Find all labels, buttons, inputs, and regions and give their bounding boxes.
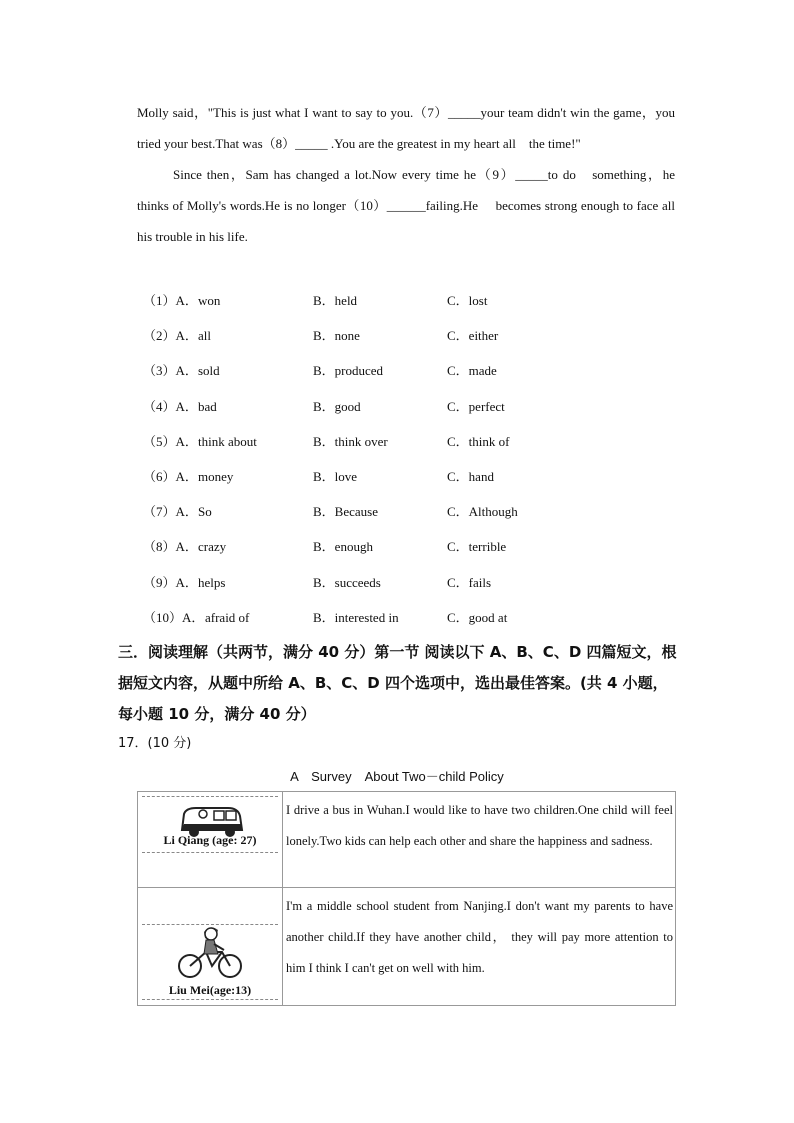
option-a: afraid of xyxy=(205,609,250,625)
option-b: B．none xyxy=(313,328,360,344)
option-b: B．think over xyxy=(313,433,388,449)
option-b: B．Because xyxy=(313,504,378,520)
person-name: Liu Mei(age:13) xyxy=(168,983,252,997)
option-a: money xyxy=(198,468,234,484)
option-b: B．enough xyxy=(313,539,373,555)
option-a: So xyxy=(198,504,212,520)
option-b: B．produced xyxy=(313,363,384,379)
survey-text: I drive a bus in Wuhan.I would like to have two children.One child will feel lonely.Two kids can help each other and share the happiness and sadness. xyxy=(283,792,676,888)
passage-text-1: Molly said，"This is just what I want to say to you.（7）_____your team didn't win the game，you tried your best.That was（8）_____ .You are the greatest in my heart all the time!" xyxy=(137,105,675,151)
option-row-4 xyxy=(143,391,603,426)
option-b: B．interested in xyxy=(313,609,399,625)
option-c: C．perfect xyxy=(447,398,505,414)
option-number: （5）A． xyxy=(143,433,198,449)
option-number: （7）A． xyxy=(143,504,198,520)
option-b: B．love xyxy=(313,468,358,484)
option-a: bad xyxy=(198,398,217,414)
option-b: B．good xyxy=(313,398,361,414)
survey-table xyxy=(137,791,676,1006)
option-row-9 xyxy=(143,567,603,602)
section-heading: 三．阅读理解（共两节，满分 40 分）第一节 阅读以下 A、B、C、D 四篇短文，根据短文内容，从题中所给 A、B、C、D 四个选项中，选出最佳答案。(共 4 小题，每小题 10 分，满分 40 分） xyxy=(118,643,677,723)
survey-row-2 xyxy=(138,888,676,1006)
passage-paragraph-2 xyxy=(137,159,675,252)
option-row-10 xyxy=(143,602,603,637)
option-row-3 xyxy=(143,355,603,390)
survey-title: A Survey About Two－child Policy xyxy=(290,769,504,784)
option-number: （10）A． xyxy=(143,609,205,625)
option-number: （6）A． xyxy=(143,468,198,484)
girl-cycling-icon xyxy=(176,918,246,980)
option-number: （9）A． xyxy=(143,574,198,590)
option-number: （4）A． xyxy=(143,398,198,414)
option-c: C．either xyxy=(447,328,499,344)
passage-paragraph-1 xyxy=(137,97,675,159)
option-b: B．succeeds xyxy=(313,574,381,590)
option-c: C．terrible xyxy=(447,539,507,555)
options-list xyxy=(143,285,603,637)
option-c: C．hand xyxy=(447,468,494,484)
option-number: （1）A． xyxy=(143,293,198,308)
option-a: crazy xyxy=(198,539,227,555)
option-a: helps xyxy=(198,574,226,590)
option-row-6 xyxy=(143,461,603,496)
option-c: C．lost xyxy=(447,293,488,308)
question-number: 17．(10 分) xyxy=(118,736,192,751)
option-row-1 xyxy=(143,285,603,320)
option-c: C．Although xyxy=(447,504,518,520)
option-a: all xyxy=(198,328,211,344)
option-a: think about xyxy=(198,433,257,449)
option-a: won xyxy=(198,293,221,308)
option-number: （8）A． xyxy=(143,539,198,555)
option-c: C．good at xyxy=(447,609,508,625)
option-row-5 xyxy=(143,426,603,461)
option-number: （2）A． xyxy=(143,328,198,344)
survey-row-1 xyxy=(138,792,676,888)
survey-text: I'm a middle school student from Nanjing.I don't want my parents to have another child.If they have another child， they will pay more attention to him I think I can't get on well with him. xyxy=(283,888,676,1006)
passage-text-2: Since then，Sam has changed a lot.Now every time he（9）_____to do something，he thinks of Molly's words.He is no longer（10）______failing.He becomes strong enough to face all his trouble in his life. xyxy=(137,167,675,244)
option-c: C．think of xyxy=(447,433,510,449)
option-row-7 xyxy=(143,496,603,531)
option-b: B．held xyxy=(313,293,358,308)
option-row-2 xyxy=(143,320,603,355)
option-c: C．fails xyxy=(447,574,492,590)
option-number: （3）A． xyxy=(143,363,198,379)
option-row-8 xyxy=(143,531,603,566)
survey-pic-cell xyxy=(138,792,283,888)
option-a: sold xyxy=(198,363,220,379)
person-name: Li Qiang (age: 27) xyxy=(163,833,257,847)
survey-pic-cell xyxy=(138,888,283,1006)
option-c: C．made xyxy=(447,363,497,379)
